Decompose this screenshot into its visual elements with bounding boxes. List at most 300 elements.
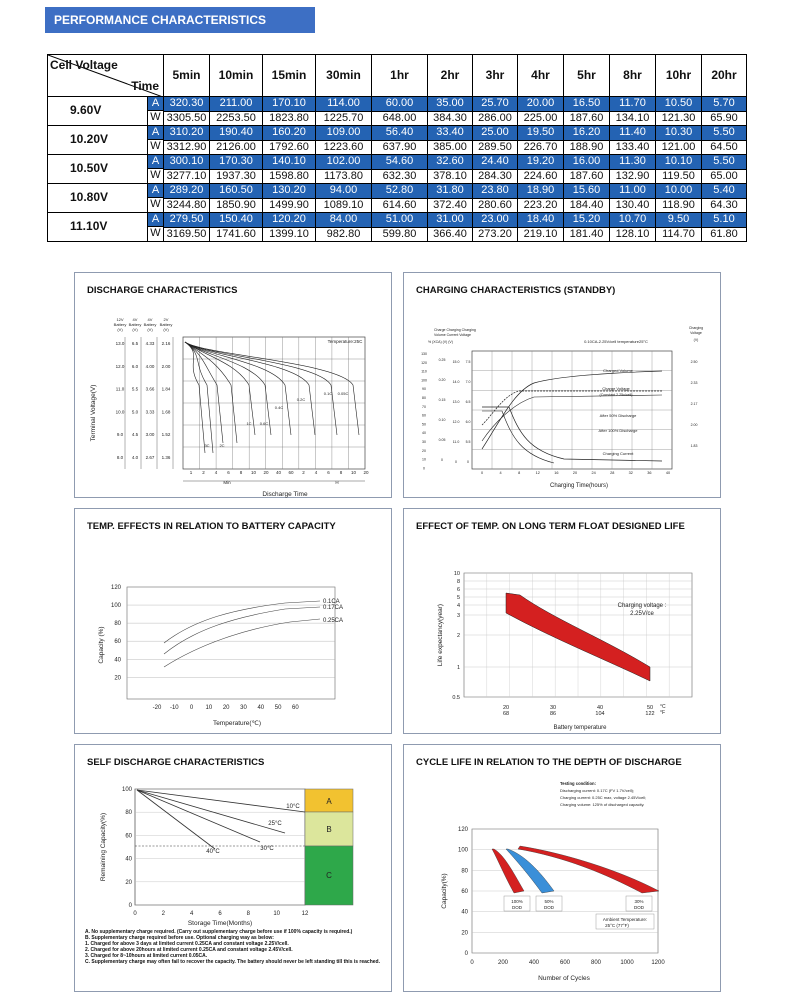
x-tick: 20 [363, 470, 369, 475]
cell-watt: 184.40 [564, 198, 610, 213]
x-tick: 6 [327, 470, 330, 475]
cell-watt: 982.80 [316, 227, 372, 242]
x-tick: 4 [189, 911, 194, 917]
series-label: 0.25CA [323, 618, 344, 624]
x-tick: 50 [274, 705, 282, 711]
cell-amp: 32.60 [428, 155, 473, 170]
cell-amp: 170.30 [210, 155, 263, 170]
cell-watt: 3277.10 [164, 169, 210, 184]
y-tick-pct: 120 [421, 360, 427, 365]
cell-watt: 284.30 [473, 169, 518, 184]
cell-watt: 1937.30 [210, 169, 263, 184]
x-tick: 60 [288, 470, 294, 475]
section-header: PERFORMANCE CHARACTERISTICS [45, 7, 315, 33]
y-tick: 6 [456, 587, 460, 593]
x-tick: 24 [591, 471, 596, 475]
y-tick-v: 5.5 [465, 440, 471, 444]
cell-watt: 128.10 [610, 227, 656, 242]
cell-watt: 378.10 [428, 169, 473, 184]
curve-label: 2C [219, 443, 225, 448]
y-tick-cur: 12.0 [452, 420, 460, 424]
x-tick: 12 [301, 911, 309, 917]
charging-chart [404, 273, 722, 499]
col-header-30min: 30min [316, 55, 372, 97]
col-head: Battery [113, 322, 127, 327]
row-voltage: 10.20V [70, 132, 109, 146]
dod-label: 50% [544, 899, 554, 904]
x-tick: 30 [240, 705, 247, 711]
row-voltage-cell [48, 126, 164, 155]
cell-watt: 61.80 [702, 227, 747, 242]
y-tick: 3 [456, 613, 460, 619]
cell-amp: 5.10 [702, 213, 747, 228]
unit-w-label: W [147, 140, 163, 154]
y-tick-ca: 0.25 [438, 358, 446, 362]
y-tick-ca: 0.05 [438, 438, 446, 442]
y-tick: 60 [461, 889, 468, 895]
cell-watt: 130.40 [610, 198, 656, 213]
cell-amp: 56.40 [372, 126, 428, 141]
cell-watt: 648.00 [372, 111, 428, 126]
y-tick: 0 [464, 951, 468, 957]
y-tick-ca: 0.15 [438, 398, 446, 402]
unit-a-label: A [147, 97, 163, 111]
y-tick: 2.16 [161, 341, 171, 346]
x-tick: 1000 [620, 960, 634, 966]
x-tick: 1200 [651, 960, 665, 966]
x-tick-f: 68 [502, 711, 510, 717]
x-tick: 20 [222, 705, 230, 711]
y-tick: 4.00 [145, 363, 155, 369]
y-axis-label: Capacity (%) [98, 626, 105, 664]
cell-watt: 286.00 [473, 111, 518, 126]
x-tick: 2 [302, 470, 305, 475]
y-tick-v: 7.0 [465, 380, 471, 384]
cell-amp: 11.70 [610, 97, 656, 112]
cell-watt: 65.00 [702, 169, 747, 184]
cell-amp: 11.40 [610, 126, 656, 141]
cell-amp: 5.50 [702, 155, 747, 170]
cell-watt: 632.30 [372, 169, 428, 184]
y-tick: 6.0 [131, 363, 139, 369]
x-tick: 10 [205, 705, 213, 711]
y-tick: 120 [110, 585, 121, 591]
condition-line: Charging current: 0.25C max, voltage 2.45V/cell; [560, 795, 647, 800]
cell-amp: 15.60 [564, 184, 610, 199]
curve-0.25ca [164, 619, 320, 667]
y-tick: 1.84 [161, 386, 171, 392]
unit-a-label: A [147, 126, 163, 140]
y-tick-pct: 110 [421, 369, 427, 374]
cell-watt: 614.60 [372, 198, 428, 213]
col-header-20hr: 20hr [702, 55, 747, 97]
discharge-panel [74, 272, 392, 498]
cell-amp: 211.00 [210, 97, 263, 112]
x-tick: 0 [470, 960, 474, 966]
row-voltage-cell [48, 97, 164, 126]
cell-watt: 64.30 [702, 198, 747, 213]
cell-watt: 187.60 [564, 169, 610, 184]
series-label: After 50% Discharge [599, 413, 637, 418]
row-voltage: 10.50V [70, 161, 109, 175]
col-head: (V) [147, 327, 153, 332]
series-label: 0.17CA [323, 605, 344, 611]
x-tick-f: 86 [549, 711, 557, 717]
y-tick: 20 [114, 675, 121, 682]
temperature-label: Temperature:25C [327, 339, 363, 344]
x-axis-label: Temperature(℃) [212, 720, 262, 727]
cell-amp: 25.00 [473, 126, 518, 141]
cell-watt: 119.50 [656, 169, 702, 184]
cell-watt: 118.90 [656, 198, 702, 213]
x-tick: 400 [528, 960, 540, 966]
cell-amp: 10.50 [656, 97, 702, 112]
cell-watt: 280.60 [473, 198, 518, 213]
y-axis-label: Capacity(%) [441, 873, 448, 909]
x-tick: 8 [339, 470, 343, 475]
x-tick: 0 [480, 471, 484, 475]
cell-amp: 160.20 [263, 126, 316, 141]
col-header-10min: 10min [210, 55, 263, 97]
x-tick: -10 [169, 705, 179, 711]
cell-amp: 9.50 [656, 213, 702, 228]
cell-watt: 3169.50 [164, 227, 210, 242]
note-line: A. No supplementary charge required. (Carry out supplementary charge before use if 100% capacity is required.) [85, 929, 353, 935]
cell-amp: 170.10 [263, 97, 316, 112]
series-label: Charge Voltage [602, 386, 630, 391]
temp-effects-title: TEMP. EFFECTS IN RELATION TO BATTERY CAPACITY [87, 521, 336, 532]
temp-line [137, 790, 285, 833]
x-tick: 0 [133, 911, 137, 917]
y-tick-pct: 40 [422, 431, 426, 436]
cell-watt: 121.30 [656, 111, 702, 126]
cell-amp: 300.10 [164, 155, 210, 170]
dod-label: DOD [634, 905, 644, 910]
zone-label: B [326, 825, 332, 834]
y-tick: 80 [461, 868, 468, 875]
cell-amp: 23.00 [473, 213, 518, 228]
x-tick: 4 [214, 470, 218, 475]
head-line: Volume Current Voltage [434, 333, 471, 337]
unit-a-label: A [147, 155, 163, 169]
y-tick: 3.66 [145, 386, 155, 392]
y-tick: 10.0 [115, 409, 125, 415]
y-tick: 5.5 [131, 386, 139, 392]
x-tick: 36 [647, 471, 652, 475]
cell-amp: 31.00 [428, 213, 473, 228]
y-tick: 0 [128, 903, 132, 909]
x-tick: 8 [239, 470, 243, 475]
y-tick-v: 6.0 [465, 420, 471, 424]
col-head: (V) [163, 327, 169, 332]
cell-amp: 310.20 [164, 126, 210, 141]
cell-watt: 3312.90 [164, 140, 210, 155]
x-tick: 16 [554, 471, 559, 475]
y-tick: 1.52 [161, 432, 171, 438]
y-tick: 20 [125, 879, 132, 886]
cell-watt: 637.90 [372, 140, 428, 155]
y-axis-label: Life expectancy(year) [437, 603, 444, 667]
cell-amp: 94.00 [316, 184, 372, 199]
x-tick: 600 [559, 960, 571, 966]
unit-a-label: A [147, 184, 163, 198]
cell-amp: 190.40 [210, 126, 263, 141]
x-tick: 6 [227, 470, 230, 475]
cell-amp: 11.00 [610, 184, 656, 199]
cell-watt: 1850.90 [210, 198, 263, 213]
col-header-3hr: 3hr [473, 55, 518, 97]
x-tick: 10 [350, 470, 357, 475]
float-life-title: EFFECT OF TEMP. ON LONG TERM FLOAT DESIGNED LIFE [416, 521, 685, 532]
curve-0.1ca [164, 601, 320, 643]
curve-label: 0.2C [296, 397, 306, 402]
condition-line: Discharging current: 0.17C (FV 1.7V/cell); [560, 788, 635, 793]
y-tick: 6.5 [131, 341, 139, 346]
corner-time-label: Time [131, 79, 159, 93]
x-tick: 0 [189, 705, 194, 711]
y-tick-right: 2.00 [690, 423, 698, 427]
unit-w-label: W [147, 198, 163, 212]
y-tick-cur: 14.0 [452, 380, 460, 384]
x-tick: 10 [250, 470, 257, 475]
table-row [48, 126, 747, 141]
x-tick: 800 [590, 960, 602, 966]
y-tick: 5 [456, 595, 460, 601]
cell-amp: 279.50 [164, 213, 210, 228]
note-line: 1. Charged for above 3 days at limited current 0.25CA and constant voltage 2.25V/cell. [85, 941, 289, 947]
y-tick: 8 [456, 579, 460, 585]
y-tick: 4 [456, 603, 460, 609]
x-tick: 2 [161, 911, 166, 917]
temp-effects-chart [75, 509, 393, 735]
cell-watt: 1399.10 [263, 227, 316, 242]
unit-f: °F [660, 710, 666, 716]
temp-effects-panel [74, 508, 392, 734]
x-tick: 40 [275, 470, 282, 475]
y-tick: 10 [453, 571, 460, 577]
cell-watt: 121.00 [656, 140, 702, 155]
discharge-curve [185, 342, 255, 435]
x-tick-f: 104 [595, 711, 605, 717]
y-tick-right: 2.33 [690, 381, 698, 385]
x-tick: 28 [610, 471, 615, 475]
cell-amp: 320.30 [164, 97, 210, 112]
cell-watt: 3305.50 [164, 111, 210, 126]
y-tick: 4.5 [131, 432, 139, 438]
note-line: C. Supplementary charge may often fail to recover the capacity. The battery should never be left standing till this is reached. [85, 959, 380, 965]
col-header-4hr: 4hr [518, 55, 564, 97]
ambient-label: Ambient Temperature: [602, 917, 648, 922]
cell-amp: 23.80 [473, 184, 518, 199]
cell-amp: 60.00 [372, 97, 428, 112]
condition-title: Testing condition: [560, 781, 596, 786]
cell-watt: 181.40 [564, 227, 610, 242]
y-tick: 2 [456, 633, 460, 639]
y-tick: 13.0 [115, 341, 125, 346]
x-tick-c: 30 [549, 705, 557, 711]
y-tick: 11.0 [115, 386, 125, 392]
cell-amp: 15.20 [564, 213, 610, 228]
self-discharge-panel [74, 744, 392, 992]
cell-watt: 134.10 [610, 111, 656, 126]
x-tick: 40 [665, 471, 671, 475]
cell-watt: 385.00 [428, 140, 473, 155]
x-tick: 8 [518, 471, 521, 475]
cell-amp: 35.00 [428, 97, 473, 112]
y-tick-v: 6.5 [465, 400, 471, 404]
cell-amp: 10.10 [656, 155, 702, 170]
y-tick-right: 1.83 [690, 444, 698, 448]
current-curve-2 [482, 411, 554, 463]
col-head: 12V [116, 317, 124, 322]
cell-amp: 140.10 [263, 155, 316, 170]
cell-watt: 1089.10 [316, 198, 372, 213]
cell-amp: 16.20 [564, 126, 610, 141]
y-tick-pct: 10 [422, 457, 426, 462]
curve-label: 0.1C [323, 391, 333, 396]
cell-amp: 16.50 [564, 97, 610, 112]
cell-amp: 10.70 [610, 213, 656, 228]
cell-amp: 5.40 [702, 184, 747, 199]
x-tick: 40 [257, 705, 265, 711]
cell-watt: 273.20 [473, 227, 518, 242]
cycle-life-chart [404, 745, 722, 993]
y-tick: 5.0 [131, 409, 139, 415]
x-tick: 1 [189, 470, 193, 475]
y-tick: 9.0 [116, 432, 124, 438]
y-tick-pct: 30 [422, 440, 426, 444]
zone-label: C [326, 871, 332, 880]
y-tick: 4.33 [145, 341, 155, 346]
x-axis-label: Battery temperature [553, 725, 607, 731]
curve-label: 3C [204, 443, 210, 448]
col-head: 4V [147, 317, 153, 322]
x-axis-label: Storage Time(Months) [187, 920, 253, 927]
note-line: 2. Charged for above 20hours at limited current 0.25CA and constant voltage 2.45V/cell. [85, 947, 293, 953]
temp-label: 10°C [286, 804, 300, 810]
series-label: 0.1CA [323, 599, 340, 605]
cell-watt: 1598.80 [263, 169, 316, 184]
x-min-label: Min [223, 480, 231, 485]
y-tick: 100 [457, 847, 468, 854]
cell-watt: 2253.50 [210, 111, 263, 126]
y-tick: 100 [110, 603, 121, 610]
y-tick-ca: 0 [441, 458, 443, 462]
cell-amp: 130.20 [263, 184, 316, 199]
dod-label: 100% [511, 899, 523, 904]
y-tick-cur: 11.0 [452, 440, 460, 444]
temp-label: 40°C [206, 849, 220, 855]
cell-watt: 1792.60 [263, 140, 316, 155]
discharge-curve [185, 342, 223, 443]
cell-watt: 223.20 [518, 198, 564, 213]
table-row [48, 213, 747, 228]
cell-watt: 1173.80 [316, 169, 372, 184]
row-voltage-cell [48, 184, 164, 213]
x-axis-label: Discharge Time [262, 491, 308, 498]
discharge-curve [185, 342, 213, 453]
temp-label: 25°C [268, 821, 282, 827]
col-head: 2V [163, 317, 169, 322]
series-label: Charged Volume [603, 368, 633, 373]
y-tick: 3.33 [145, 409, 155, 415]
cell-watt: 133.40 [610, 140, 656, 155]
col-head: Battery [128, 322, 142, 327]
col-head: (V) [117, 327, 123, 332]
x-tick: 20 [572, 471, 578, 475]
y-axis-label: Remaining Capacity(%) [100, 812, 107, 882]
y-tick-v: 0 [467, 460, 469, 464]
cell-amp: 19.20 [518, 155, 564, 170]
cell-watt: 225.00 [518, 111, 564, 126]
unit-w-label: W [147, 111, 163, 125]
dod-label: 30% [634, 899, 644, 904]
table-row [48, 155, 747, 170]
self-discharge-title: SELF DISCHARGE CHARACTERISTICS [87, 757, 265, 768]
row-voltage: 9.60V [70, 103, 102, 117]
y-tick-cur: 13.0 [452, 400, 460, 404]
note-line2: 2.25V/ce [630, 611, 654, 617]
y-tick-pct: 130 [421, 352, 427, 356]
col-head: (V) [132, 327, 138, 332]
x-tick: 10 [273, 911, 281, 917]
curve-label: 0.4C [274, 405, 284, 410]
series-label: (Constant 2.25v/cell) [599, 393, 633, 397]
x-h-label: H [335, 480, 339, 485]
y-tick: 80 [114, 621, 121, 628]
y-tick-pct: 20 [422, 448, 426, 453]
y-tick-right: 2.17 [690, 402, 698, 406]
table-row [48, 97, 747, 112]
cell-amp: 31.80 [428, 184, 473, 199]
col-header-8hr: 8hr [610, 55, 656, 97]
y-tick-ca: 0.10 [438, 418, 446, 422]
row-voltage: 11.10V [70, 219, 108, 233]
head-line: % (XCA) (V) (V) [428, 340, 453, 344]
row-voltage-cell [48, 213, 164, 242]
corner-voltage-label: Cell Voltage [50, 58, 118, 72]
x-axis-label: Number of Cycles [538, 975, 590, 982]
dod-label: DOD [512, 905, 522, 910]
y-tick: 3.00 [145, 432, 155, 438]
cycle-life-title: CYCLE LIFE IN RELATION TO THE DEPTH OF DISCHARGE [416, 757, 682, 768]
charging-panel [403, 272, 721, 498]
y-tick: 60 [114, 639, 121, 646]
col-header-5hr: 5hr [564, 55, 610, 97]
col-head: Battery [159, 322, 173, 327]
cell-amp: 114.00 [316, 97, 372, 112]
cell-watt: 1823.80 [263, 111, 316, 126]
cell-watt: 1225.70 [316, 111, 372, 126]
cell-amp: 160.50 [210, 184, 263, 199]
right-head: (V) [693, 338, 699, 342]
cell-amp: 120.20 [263, 213, 316, 228]
cell-watt: 2126.00 [210, 140, 263, 155]
head-line: Charge Charging Charging [434, 328, 476, 332]
x-axis-label: Charging Time(hours) [549, 483, 609, 489]
x-tick: 20 [263, 470, 269, 475]
discharge-curve [185, 342, 271, 435]
cell-amp: 52.80 [372, 184, 428, 199]
cell-watt: 114.70 [656, 227, 702, 242]
x-tick: 200 [497, 960, 509, 966]
cycle-life-panel [403, 744, 721, 992]
x-tick: 32 [628, 471, 633, 475]
y-tick: 40 [125, 856, 132, 863]
y-tick-pct: 70 [422, 404, 426, 409]
cell-watt: 188.90 [564, 140, 610, 155]
y-tick: 12.0 [115, 363, 125, 369]
